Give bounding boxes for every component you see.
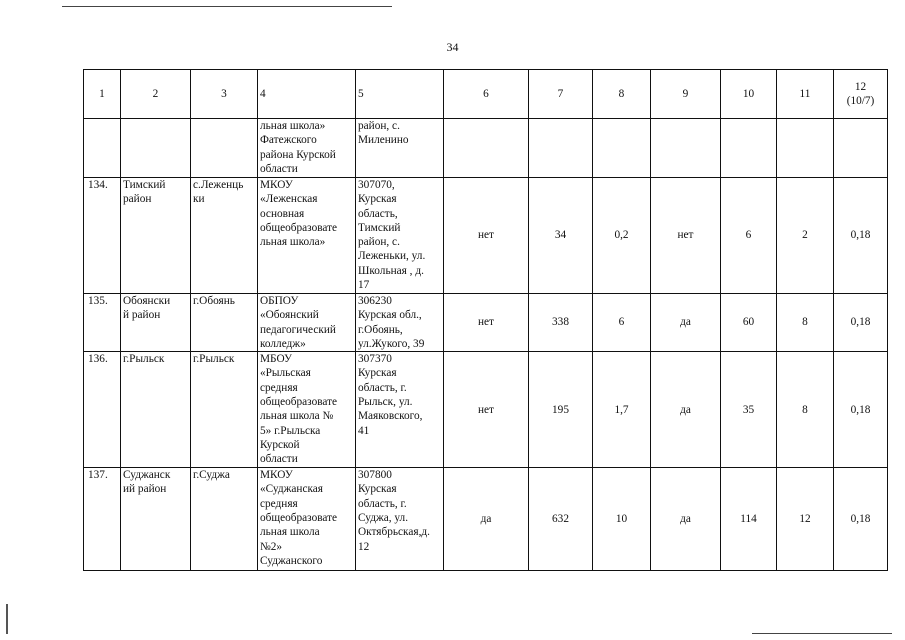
address-cell: 307070, Курская область, Тимский район, с. Леженьки, ул. Школьная , д. 17 <box>356 178 444 294</box>
table-cell <box>191 119 258 178</box>
value-cell: 195 <box>529 352 593 468</box>
table-row-continuation <box>84 119 888 178</box>
header-row <box>84 70 888 119</box>
header-cell: 9 <box>651 70 721 119</box>
address-cell: район, с. Миленино <box>356 119 444 178</box>
table-cell <box>721 119 777 178</box>
value-cell: 0,18 <box>834 294 888 352</box>
row-number: 137. <box>84 468 121 571</box>
header-cell: 1 <box>84 70 121 119</box>
value-cell: 60 <box>721 294 777 352</box>
value-cell: 338 <box>529 294 593 352</box>
locality-cell: г.Рыльск <box>191 352 258 468</box>
table-cell <box>834 119 888 178</box>
table-cell <box>529 119 593 178</box>
row-number: 134. <box>84 178 121 294</box>
address-cell: 307370 Курская область, г. Рыльск, ул. Маяковского, 41 <box>356 352 444 468</box>
table-row <box>84 178 888 294</box>
table-cell <box>651 119 721 178</box>
header-cell: 8 <box>593 70 651 119</box>
value-cell: нет <box>651 178 721 294</box>
value-cell: 114 <box>721 468 777 571</box>
data-table <box>83 69 888 571</box>
value-cell: 12 <box>777 468 834 571</box>
header-cell: 2 <box>121 70 191 119</box>
value-cell: да <box>651 294 721 352</box>
value-cell: 632 <box>529 468 593 571</box>
school-cell: МКОУ «Суджанская средняя общеобразовате льная школа №2» Суджанского <box>258 468 356 571</box>
locality-cell: с.Леженць ки <box>191 178 258 294</box>
value-cell: да <box>651 468 721 571</box>
value-cell: 0,18 <box>834 468 888 571</box>
school-cell: льная школа» Фатежского района Курской области <box>258 119 356 178</box>
address-cell: 307800 Курская область, г. Суджа, ул. Октябрьская,д. 12 <box>356 468 444 571</box>
header-cell: 3 <box>191 70 258 119</box>
table-cell <box>84 119 121 178</box>
address-cell: 306230 Курская обл., г.Обоянь, ул.Жукого, 39 <box>356 294 444 352</box>
header-cell: 7 <box>529 70 593 119</box>
value-cell: 6 <box>721 178 777 294</box>
header-cell: 5 <box>356 70 444 119</box>
value-cell: 0,18 <box>834 178 888 294</box>
table-cell <box>593 119 651 178</box>
value-cell: 34 <box>529 178 593 294</box>
value-cell: 35 <box>721 352 777 468</box>
value-cell: 8 <box>777 352 834 468</box>
scan-margin-mark <box>6 604 8 634</box>
header-cell: 10 <box>721 70 777 119</box>
table-row <box>84 468 888 571</box>
scan-artifact-line <box>752 633 892 634</box>
scan-artifact-line <box>62 6 392 7</box>
district-cell: Суджанск ий район <box>121 468 191 571</box>
header-cell: 11 <box>777 70 834 119</box>
value-cell: нет <box>444 294 529 352</box>
value-cell: 1,7 <box>593 352 651 468</box>
district-cell: Обоянски й район <box>121 294 191 352</box>
table-row <box>84 294 888 352</box>
value-cell: 2 <box>777 178 834 294</box>
table-cell <box>121 119 191 178</box>
page-number: 34 <box>446 40 459 54</box>
header-cell: 12 (10/7) <box>834 70 888 119</box>
locality-cell: г.Суджа <box>191 468 258 571</box>
district-cell: Тимский район <box>121 178 191 294</box>
value-cell: нет <box>444 178 529 294</box>
school-cell: ОБПОУ «Обоянский педагогический колледж» <box>258 294 356 352</box>
value-cell: 0,2 <box>593 178 651 294</box>
school-cell: МБОУ «Рыльская средняя общеобразовате льная школа № 5» г.Рыльска Курской области <box>258 352 356 468</box>
table-cell <box>777 119 834 178</box>
value-cell: 10 <box>593 468 651 571</box>
value-cell: 6 <box>593 294 651 352</box>
value-cell: нет <box>444 352 529 468</box>
value-cell: да <box>651 352 721 468</box>
school-cell: МКОУ «Леженская основная общеобразовате льная школа» <box>258 178 356 294</box>
value-cell: да <box>444 468 529 571</box>
header-cell: 4 <box>258 70 356 119</box>
header-cell: 6 <box>444 70 529 119</box>
district-cell: г.Рыльск <box>121 352 191 468</box>
table-row <box>84 352 888 468</box>
value-cell: 0,18 <box>834 352 888 468</box>
table-cell <box>444 119 529 178</box>
row-number: 135. <box>84 294 121 352</box>
locality-cell: г.Обоянь <box>191 294 258 352</box>
row-number: 136. <box>84 352 121 468</box>
value-cell: 8 <box>777 294 834 352</box>
